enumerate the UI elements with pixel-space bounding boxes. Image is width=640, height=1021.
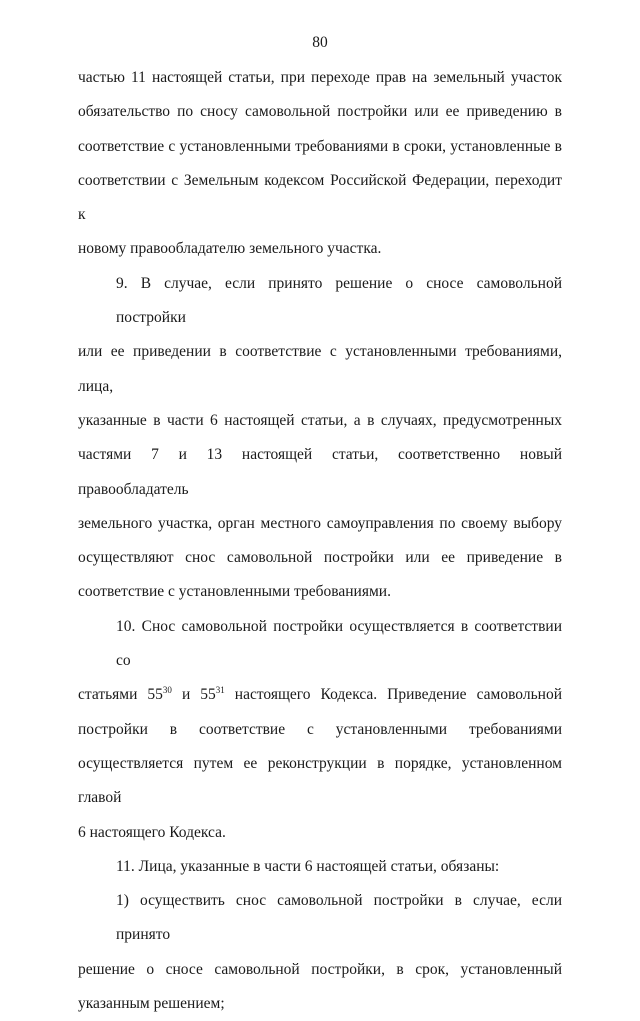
superscript: 30 [162, 685, 172, 696]
text-line: новому правообладателю земельного участка. [78, 240, 382, 258]
text-fragment: настоящего Кодекса. Приведение самовольной [224, 686, 562, 704]
text-line: 1) осуществить снос самовольной постройки в случае, если принято [116, 892, 562, 944]
text-line: обязательство по сносу самовольной постройки или ее приведению в [78, 103, 562, 121]
text-line: 9. В случае, если принято решение о сносе самовольной постройки [116, 274, 562, 327]
text-line: решение о сносе самовольной постройки, в срок, установленный [78, 960, 562, 978]
text-fragment: и 55 [171, 686, 216, 704]
paragraph-continuation [78, 61, 562, 267]
text-line: постройки в соответствие с установленными требованиями [78, 720, 562, 738]
text-fragment: статьями 55 [78, 686, 163, 704]
text-line-with-superscripts [78, 678, 562, 712]
document-body [78, 61, 562, 1021]
paragraph-10 [78, 610, 562, 850]
text-line: 10. Снос самовольной постройки осуществляется в соответствии со [116, 617, 562, 670]
text-line: 6 настоящего Кодекса. [78, 823, 226, 841]
text-line: осуществляют снос самовольной постройки или ее приведение в [78, 549, 562, 567]
text-line: указанные в части 6 настоящей статьи, а в случаях, предусмотренных [78, 411, 562, 429]
page-number: 80 [312, 34, 328, 51]
superscript: 31 [215, 685, 225, 696]
text-line: 11. Лица, указанные в части 6 настоящей статьи, обязаны: [116, 857, 500, 875]
text-line: соответствие с установленными требованиями. [78, 583, 391, 601]
text-line: соответствие с установленными требованиями в сроки, установленные в [78, 137, 562, 155]
text-line: земельного участка, орган местного самоуправления по своему выбору [78, 514, 562, 532]
text-line: частями 7 и 13 настоящей статьи, соответственно новый правообладатель [78, 446, 562, 498]
text-line: указанным решением; [78, 995, 225, 1013]
paragraph-9 [78, 267, 562, 610]
text-line: или ее приведении в соответствие с установленными требованиями, лица, [78, 343, 562, 395]
text-line: соответствии с Земельным кодексом Российской Федерации, переходит к [78, 171, 562, 224]
text-line: осуществляется путем ее реконструкции в порядке, установленном главой [78, 754, 562, 807]
paragraph-11 [78, 850, 562, 884]
text-line: частью 11 настоящей статьи, при переходе прав на земельный участок [78, 69, 562, 86]
